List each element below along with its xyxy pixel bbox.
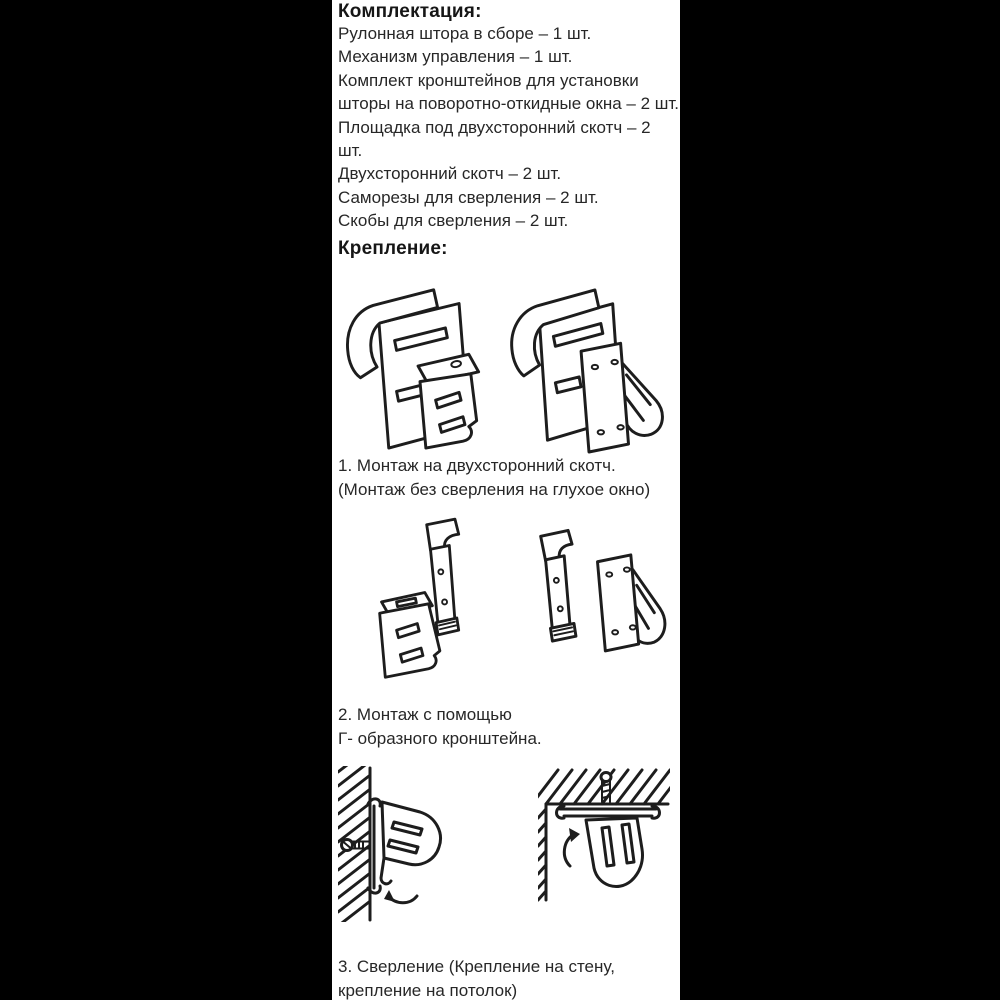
left-black-bar: [0, 0, 332, 1000]
wall-drill-mounting-illustration: [338, 766, 448, 922]
mounting-title: Крепление:: [338, 238, 448, 259]
parts-list-item: Комплект кронштейнов для установки шторы на поворотно-откидные окна – 2 шт.: [338, 70, 680, 114]
right-black-bar: [680, 0, 1000, 1000]
step-3-caption-line-2: крепление на потолок): [338, 980, 518, 1000]
rotation-arrow-head: [569, 828, 580, 842]
parts-list-item: Саморезы для сверления – 2 шт.: [338, 187, 599, 207]
parts-list-item: Механизм управления – 1 шт.: [338, 47, 573, 67]
step-1-caption-line-1: 1. Монтаж на двухсторонний скотч.: [338, 456, 616, 475]
step-1-caption: [338, 454, 674, 501]
ceiling-drill-mounting-illustration: [538, 768, 670, 920]
step-3-caption-line-1: 3. Сверление (Крепление на стену,: [338, 957, 615, 976]
parts-list-item: Двухсторонний скотч – 2 шт.: [338, 164, 562, 184]
parts-list-item: Скобы для сверления – 2 шт.: [338, 211, 569, 231]
instruction-sheet: [332, 0, 680, 1000]
hook-clamp-and-flat-bracket-illustration: [525, 524, 670, 672]
hook-clamp-and-corner-bracket-illustration: [374, 516, 470, 686]
parts-list-item: Площадка под двухсторонний скотч – 2 шт.: [338, 117, 651, 161]
step-2-caption: [338, 703, 674, 750]
parts-list: [338, 22, 679, 233]
tape-pad-with-mounted-bracket-illustration: [504, 284, 670, 454]
step-2-caption-line-1: 2. Монтаж с помощью: [338, 705, 512, 724]
parts-list-item: Рулонная штора в сборе – 1 шт.: [338, 24, 592, 43]
package-contents-title: Комплектация:: [338, 1, 482, 22]
step-3-caption: [338, 955, 674, 1000]
tape-pad-with-corner-bracket-illustration: [336, 282, 504, 450]
step-2-caption-line-2: Г- образного кронштейна.: [338, 728, 542, 748]
step-1-caption-line-2: (Монтаж без сверления на глухое окно): [338, 479, 651, 499]
rotation-arrow-head: [384, 890, 395, 902]
